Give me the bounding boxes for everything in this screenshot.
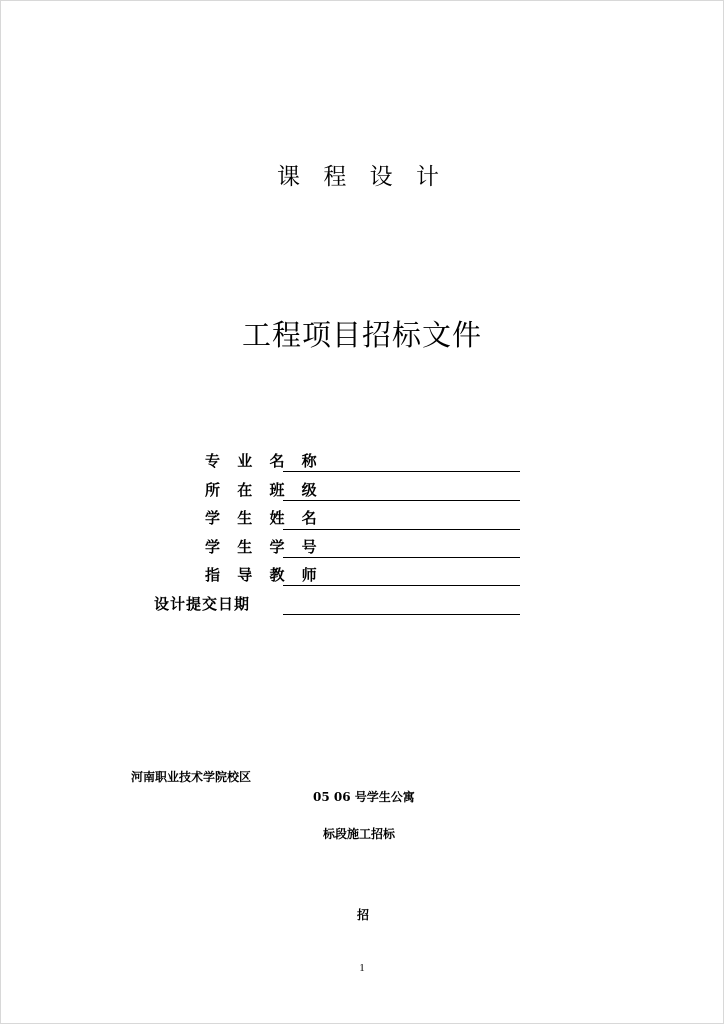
section-text: 标段施工招标 <box>323 827 396 841</box>
field-label-advisor: 指 导 教 师 <box>205 566 323 584</box>
field-line-major <box>283 471 520 472</box>
field-label-major: 专 业 名 称 <box>205 452 323 470</box>
field-label-submit-date: 设计提交日期 <box>154 595 251 613</box>
field-line-advisor <box>283 585 520 586</box>
field-line-submit-date <box>283 614 520 615</box>
building-text: 05 06 号学生公寓 <box>313 790 415 804</box>
document-title: 工程项目招标文件 <box>241 318 482 352</box>
page-number: 1 <box>359 962 365 974</box>
institution-text: 河南职业技术学院校区 <box>131 770 252 784</box>
field-label-student-id: 学 生 学 号 <box>205 538 323 556</box>
field-label-class: 所 在 班 级 <box>205 481 323 499</box>
field-line-student-name <box>283 529 520 530</box>
course-title: 课 程 设 计 <box>277 164 447 190</box>
field-line-class <box>283 500 520 501</box>
field-label-student-name: 学 生 姓 名 <box>205 509 323 527</box>
fragment-text: 招 <box>357 908 370 922</box>
field-line-student-id <box>283 557 520 558</box>
